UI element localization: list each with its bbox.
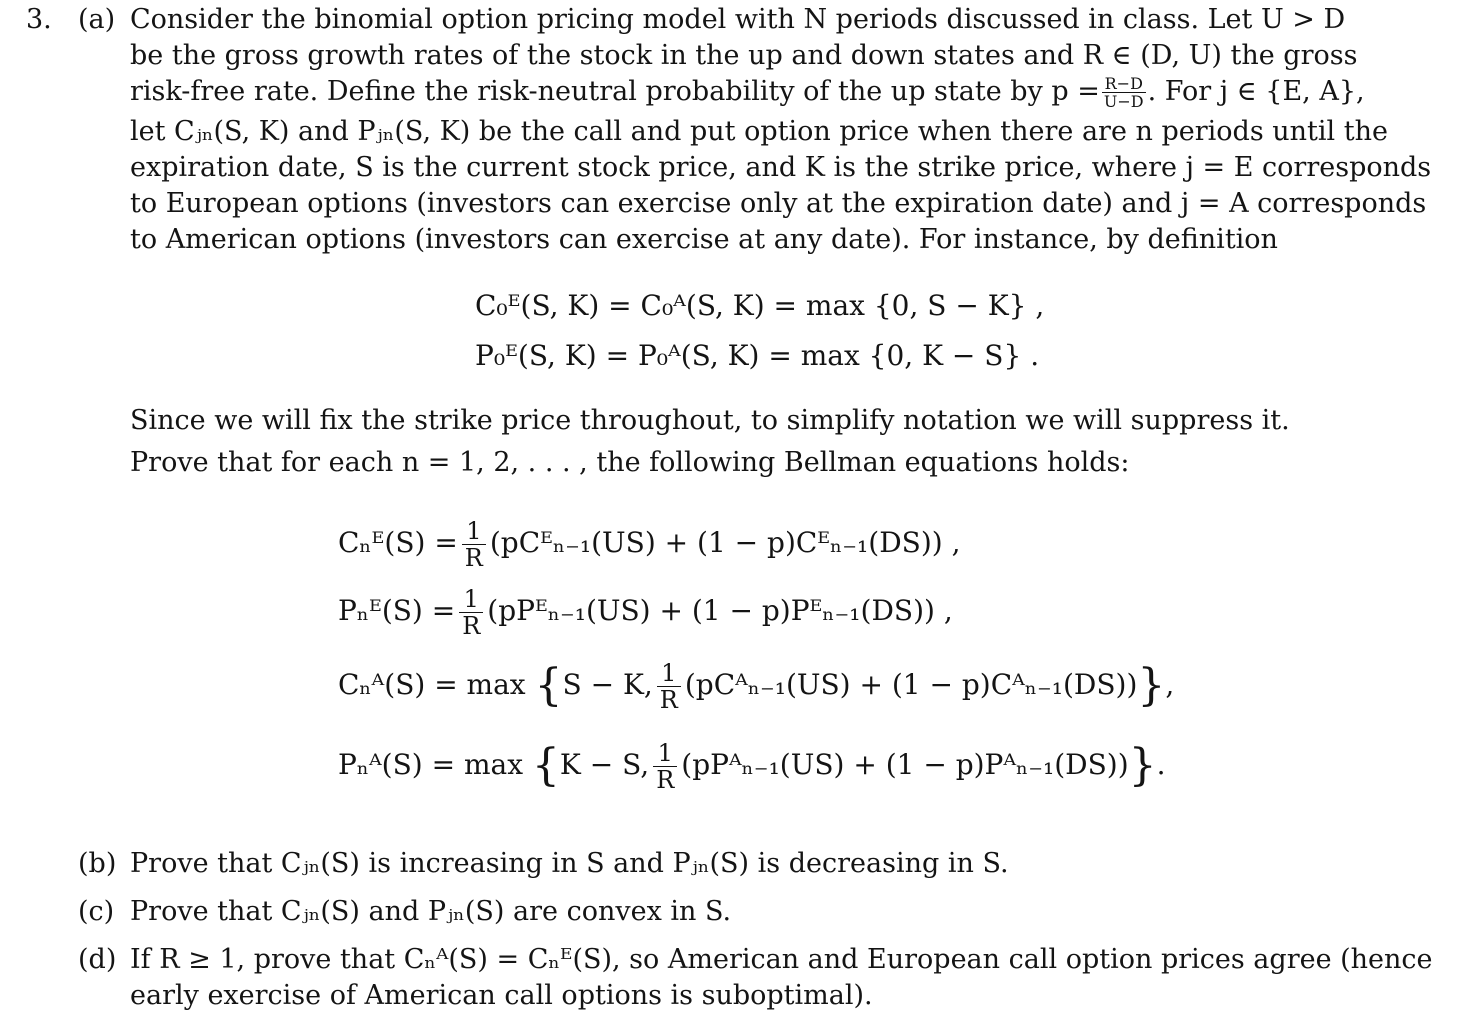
bellman-ap-den: R bbox=[656, 766, 675, 794]
bellman-european-put bbox=[338, 586, 953, 639]
bellman-ap-first: K − S, bbox=[559, 748, 650, 781]
bellman-ep-fraction bbox=[459, 586, 483, 639]
intro-line-1: Consider the binomial option pricing model with N periods discussed in class. Let U > D bbox=[130, 4, 1346, 35]
bellman-american-call bbox=[338, 660, 1174, 713]
bellman-american-put bbox=[338, 740, 1166, 793]
middle-line-2: Prove that for each n = 1, 2, . . . , the following Bellman equations holds: bbox=[130, 447, 1130, 478]
risk-neutral-fraction bbox=[1102, 75, 1146, 110]
bellman-ec-lhs: Cₙᴱ(S) = bbox=[338, 526, 458, 559]
bellman-ap-lhs: Pₙᴬ(S) = max bbox=[338, 748, 524, 781]
intro-line-3 bbox=[130, 74, 1365, 110]
definition-eq-put: P₀ᴱ(S, K) = P₀ᴬ(S, K) = max {0, K − S} . bbox=[475, 339, 1040, 372]
bellman-ep-rhs: (pPᴱₙ₋₁(US) + (1 − p)Pᴱₙ₋₁(DS)) , bbox=[487, 594, 953, 627]
bellman-european-call bbox=[338, 518, 960, 571]
intro-line-3-text: risk-free rate. Define the risk-neutral probability of the up state by p = bbox=[130, 76, 1100, 107]
bellman-ec-num: 1 bbox=[462, 518, 486, 545]
bellman-ec-den: R bbox=[464, 544, 483, 572]
definition-eq-call: C₀ᴱ(S, K) = C₀ᴬ(S, K) = max {0, S − K} , bbox=[475, 289, 1045, 322]
bellman-ap-rbrace: } bbox=[1128, 740, 1157, 791]
part-d-line-2: early exercise of American call options is suboptimal). bbox=[130, 980, 873, 1011]
bellman-ac-rbrace: } bbox=[1137, 660, 1166, 711]
bellman-ac-lhs: Cₙᴬ(S) = max bbox=[338, 668, 526, 701]
risk-neutral-numerator: R−D bbox=[1102, 75, 1146, 93]
part-a-label: (a) bbox=[78, 4, 116, 35]
problem-number: 3. bbox=[26, 4, 52, 35]
intro-line-5: expiration date, S is the current stock price, and K is the strike price, where j = E corresponds bbox=[130, 152, 1432, 183]
bellman-ec-fraction bbox=[462, 518, 486, 571]
intro-line-4: let Cⱼₙ(S, K) and Pⱼₙ(S, K) be the call and put option price when there are n periods until the bbox=[130, 116, 1388, 147]
part-d-label: (d) bbox=[78, 944, 117, 975]
bellman-ac-fraction bbox=[657, 660, 681, 713]
bellman-ac-lbrace: { bbox=[534, 660, 563, 711]
bellman-ep-lhs: Pₙᴱ(S) = bbox=[338, 594, 456, 627]
bellman-ac-first: S − K, bbox=[562, 668, 653, 701]
bellman-ep-den: R bbox=[462, 612, 481, 640]
part-b-text: Prove that Cⱼₙ(S) is increasing in S and Pⱼₙ(S) is decreasing in S. bbox=[130, 848, 1009, 879]
intro-line-2: be the gross growth rates of the stock in the up and down states and R ∈ (D, U) the gross bbox=[130, 40, 1358, 71]
intro-line-6: to European options (investors can exercise only at the expiration date) and j = A corresponds bbox=[130, 188, 1427, 219]
bellman-ac-end: , bbox=[1165, 668, 1175, 701]
bellman-ec-rhs: (pCᴱₙ₋₁(US) + (1 − p)Cᴱₙ₋₁(DS)) , bbox=[489, 526, 961, 559]
bellman-ap-num: 1 bbox=[653, 740, 677, 767]
bellman-ap-rhs: (pPᴬₙ₋₁(US) + (1 − p)Pᴬₙ₋₁(DS)) bbox=[681, 748, 1129, 781]
risk-neutral-denominator: U−D bbox=[1103, 92, 1144, 111]
intro-line-3-tail: . For j ∈ {E, A}, bbox=[1147, 76, 1365, 107]
bellman-ep-num: 1 bbox=[459, 586, 483, 613]
bellman-ac-den: R bbox=[659, 686, 678, 714]
part-c-text: Prove that Cⱼₙ(S) and Pⱼₙ(S) are convex in S. bbox=[130, 896, 732, 927]
bellman-ac-rhs: (pCᴬₙ₋₁(US) + (1 − p)Cᴬₙ₋₁(DS)) bbox=[684, 668, 1138, 701]
bellman-ap-fraction bbox=[653, 740, 677, 793]
bellman-ac-num: 1 bbox=[657, 660, 681, 687]
middle-line-1: Since we will fix the strike price throughout, to simplify notation we will suppress it. bbox=[130, 405, 1290, 436]
bellman-ap-end: . bbox=[1156, 748, 1166, 781]
part-d-line-1: If R ≥ 1, prove that Cₙᴬ(S) = Cₙᴱ(S), so American and European call option prices agree (hence bbox=[130, 944, 1433, 975]
intro-line-7: to American options (investors can exercise at any date). For instance, by definition bbox=[130, 224, 1278, 255]
bellman-ap-lbrace: { bbox=[531, 740, 560, 791]
part-b-label: (b) bbox=[78, 848, 117, 879]
part-c-label: (c) bbox=[78, 896, 115, 927]
